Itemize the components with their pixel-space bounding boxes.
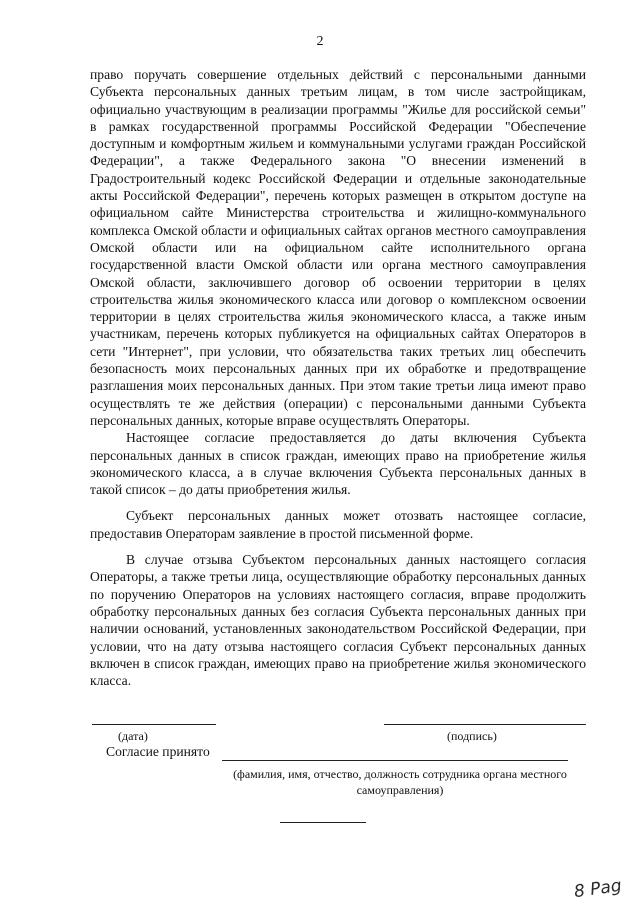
signature-caption: (подпись) xyxy=(447,729,497,743)
accepted-caption: (фамилия, имя, отчество, должность сотрудника органа местного самоуправления) xyxy=(233,767,567,797)
handwritten-page-mark: 8 Pag xyxy=(573,875,624,903)
paragraph-3: Субъект персональных данных может отозвать настоящее согласие, предоставив Операторам заявление в простой письменной форме. xyxy=(90,508,586,541)
paragraph-4: В случае отзыва Субъектом персональных данных настоящего согласия Операторы, а также третьи лица, осуществляющие обработку персональных данных по поручению Операторов на условиях настоящего согласия, вправе продолжить обработку персональных данных без согласия Субъекта персональных данных при наличии оснований, установленных законодательством Российской Федерации, при условии, что на дату отзыва настоящего согласия Субъект персональных данных включен в список граждан, имеющих право на приобретение жилья экономического класса. xyxy=(90,552,586,689)
date-line xyxy=(92,724,216,725)
document-body xyxy=(90,66,586,689)
bottom-line xyxy=(280,822,366,823)
signature-line xyxy=(384,724,586,725)
paragraph-1: право поручать совершение отдельных действий с персональными данными Субъекта персональных данных третьим лицам, в том числе застройщикам, официально участвующим в реализации программы "Жилье для российской семьи" в рамках государственной программы Российской Федерации "Обеспечение доступным и комфортным жильем и коммунальными услугами граждан Российской Федерации", а также Федерального закона "О внесении изменений в Градостроительный кодекс Российской Федерации и отдельные законодательные акты Российской Федерации", перечень которых размещен в открытом доступе на официальном сайте Министерства строительства и жилищно-коммунального комплекса Омской области и официальных сайтах органов местного самоуправления Омской области или на официальном сайте исполнительного органа государственной власти Омской области или органа местного самоуправления Омской области, заключившего договор об освоении территории в целях строительства жилья экономического класса или договор о комплексном освоении территории в целях строительства жилья экономического класса, а также иным участникам, перечень которых публикуется на официальных сайтах Операторов в сети "Интернет", при условии, что обязательства таких третьих лиц обеспечить безопасность моих персональных данных при их обработке и предотвращение разглашения моих персональных данных. При этом такие третьи лица имеют право осуществлять те же действия (операции) с персональными данными Субъекта персональных данных, которые вправе осуществлять Операторы. xyxy=(90,67,586,428)
paragraph-2: Настоящее согласие предоставляется до даты включения Субъекта персональных данных в список граждан, имеющих право на приобретение жилья экономического класса, а в случае включения Субъекта персональных данных в такой список – до даты приобретения жилья. xyxy=(90,430,586,498)
accepted-line xyxy=(222,760,568,761)
page-number: 2 xyxy=(316,34,324,49)
accepted-label: Согласие принято xyxy=(106,744,210,759)
date-caption: (дата) xyxy=(118,729,148,743)
